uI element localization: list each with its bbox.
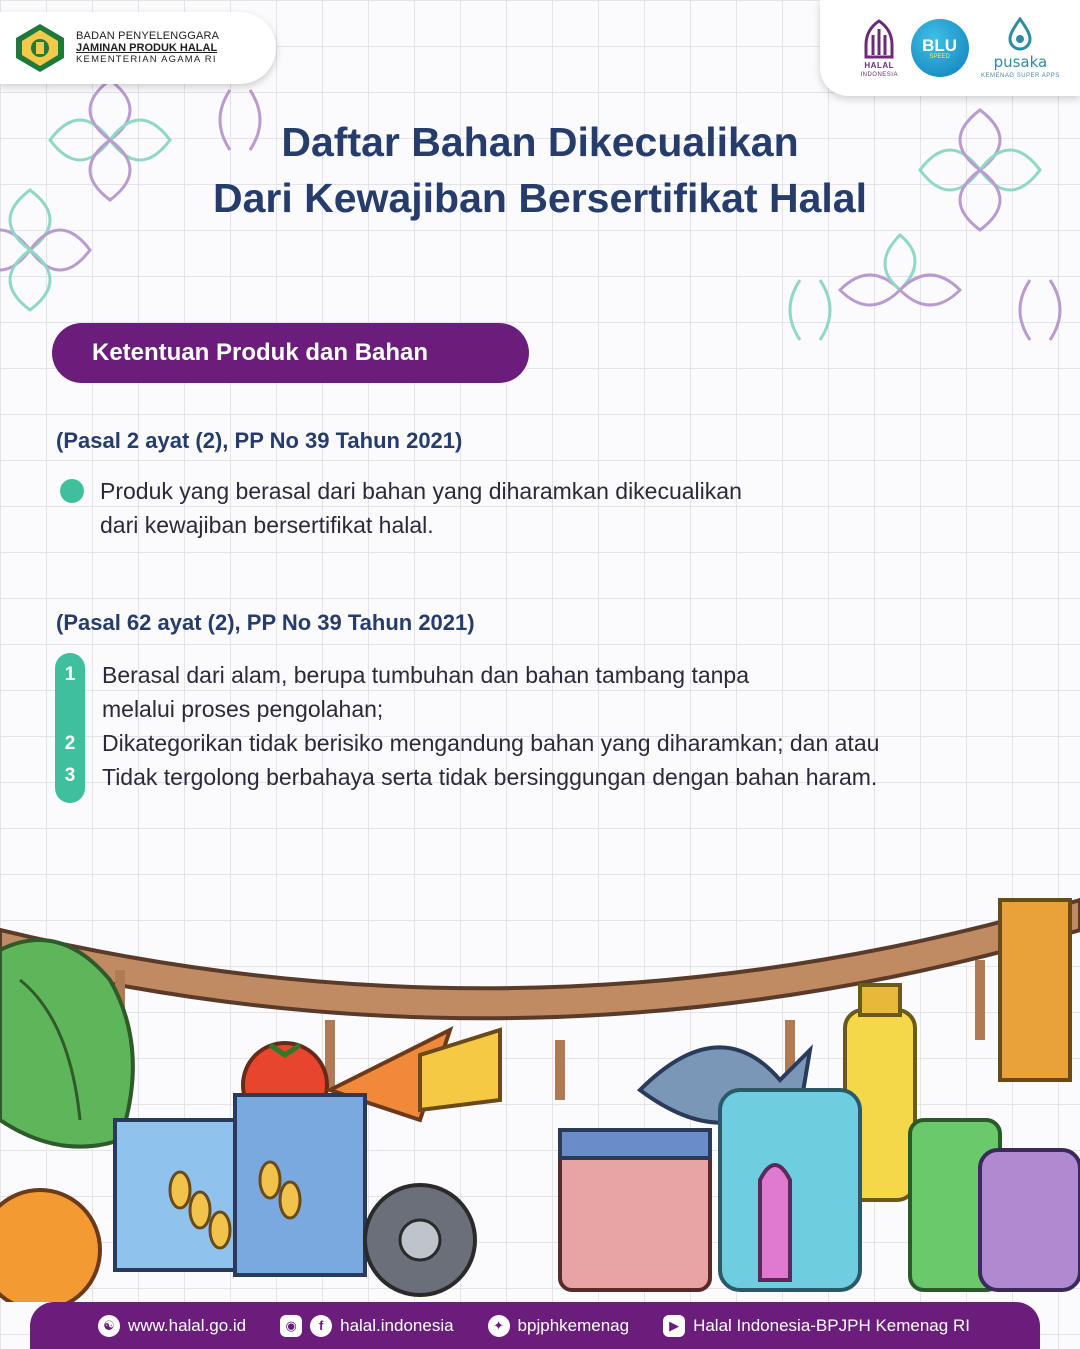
partner-logos — [820, 0, 1080, 96]
twitter-icon: ✦ — [488, 1315, 510, 1337]
kemenag-emblem-icon — [14, 22, 66, 74]
footer-twitter[interactable] — [488, 1315, 630, 1337]
blu-label: BLU — [922, 35, 958, 55]
org-name-line2: JAMINAN PRODUK HALAL — [76, 42, 218, 55]
halal-logo-caption: HALAL — [864, 60, 894, 70]
pusaka-sub: KEMENAG SUPER APPS — [981, 73, 1060, 79]
list-item-3: Tidak tergolong berbahaya serta tidak bersinggungan dengan bahan haram. — [102, 764, 878, 790]
blu-sub: SPEED — [929, 53, 950, 60]
blu-logo — [911, 19, 969, 77]
footer-youtube[interactable] — [663, 1315, 970, 1337]
bullet-dot — [60, 479, 84, 503]
org-name-line3: KEMENTERIAN AGAMA RI — [76, 53, 217, 65]
header-brand — [0, 12, 276, 84]
list-item-1-line1: Berasal dari alam, berupa tumbuhan dan bahan tambang tanpa — [102, 662, 750, 688]
globe-icon: ☯ — [98, 1315, 120, 1337]
org-name-line1: BADAN PENYELENGGARA — [76, 30, 220, 43]
ref1-line1: Produk yang berasal dari bahan yang diharamkan dikecualikan — [100, 478, 742, 504]
footer-social[interactable] — [280, 1315, 453, 1337]
ref1-line2: dari kewajiban bersertifikat halal. — [100, 512, 434, 538]
list-number-3: 3 — [64, 765, 76, 786]
list-number-2: 2 — [64, 733, 76, 754]
pusaka-label: pusaka — [993, 53, 1048, 71]
facebook-icon: f — [310, 1315, 332, 1337]
list-item-2: Dikategorikan tidak berisiko mengandung bahan yang diharamkan; dan atau — [102, 730, 880, 756]
halal-logo-sub: INDONESIA — [860, 71, 898, 78]
website-text: www.halal.go.id — [128, 1315, 247, 1335]
ref2-list — [102, 658, 879, 794]
halal-indonesia-logo — [860, 19, 898, 78]
page-title — [0, 114, 1080, 226]
pusaka-logo — [981, 17, 1060, 79]
reference-pasal-2: (Pasal 2 ayat (2), PP No 39 Tahun 2021) — [56, 428, 463, 453]
list-item-1-line2: melalui proses pengolahan; — [102, 696, 384, 722]
section-heading: Ketentuan Produk dan Bahan — [52, 323, 529, 383]
ref1-body — [100, 474, 742, 542]
twitter-text: bpjphkemenag — [517, 1315, 630, 1335]
instagram-icon: ◉ — [280, 1315, 302, 1337]
pusaka-drop-icon — [1007, 17, 1033, 51]
halal-logo-icon — [860, 19, 898, 59]
footer-bar — [30, 1302, 1040, 1349]
reference-pasal-62: (Pasal 62 ayat (2), PP No 39 Tahun 2021) — [56, 610, 475, 635]
grocery-cart-illustration — [0, 860, 1080, 1302]
footer-website[interactable] — [98, 1315, 246, 1337]
youtube-text: Halal Indonesia-BPJPH Kemenag RI — [693, 1315, 970, 1335]
youtube-icon: ▶ — [663, 1315, 685, 1337]
title-line1: Daftar Bahan Dikecualikan — [281, 119, 799, 165]
social-text: halal.indonesia — [340, 1315, 454, 1335]
list-number-1: 1 — [64, 664, 76, 685]
title-line2: Dari Kewajiban Bersertifikat Halal — [213, 175, 867, 221]
